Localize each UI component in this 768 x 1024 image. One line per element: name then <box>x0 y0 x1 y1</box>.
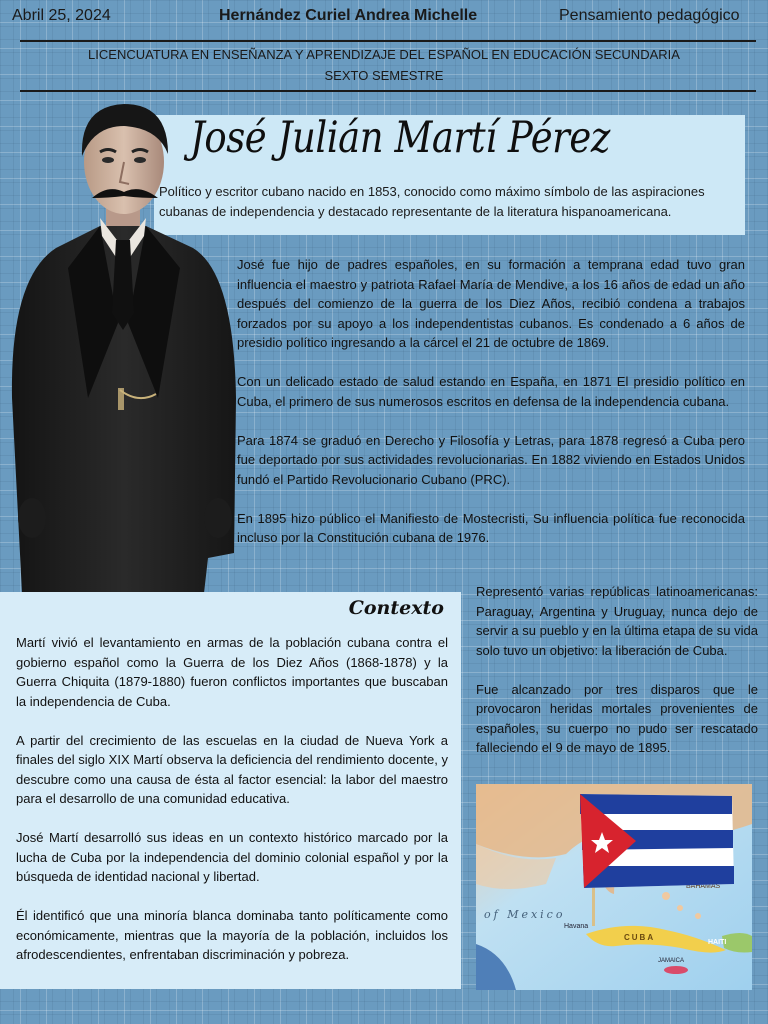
legacy-paragraph: Representó varias repúblicas latinoamericanas: Paraguay, Argentina y Uruguay, nunca dejo de servir a su pueblo y en la última etapa de su vida solo tuvo un objetivo: la liberación de Cuba. <box>476 584 758 658</box>
program-rule <box>20 90 756 92</box>
context-title: Contexto <box>348 597 444 619</box>
intro-text: Político y escritor cubano nacido en 1853, conocido como máximo símbolo de las aspiraciones cubanas de independencia y destacado representante de la literatura hispanoamericana. <box>159 184 705 219</box>
program-name: LICENCUATURA EN ENSEÑANZA Y APRENDIZAJE DEL ESPAÑOL EN EDUCACIÓN SECUNDARIA <box>88 47 680 62</box>
bio-paragraph: Con un delicado estado de salud estando en España, en 1871 El presidio político en Cuba, el primero de sus numerosos escritos en defensa de la independencia cubana. <box>237 374 745 409</box>
page-title: José Julián Martí Pérez <box>190 113 610 163</box>
context-paragraph: Martí vivió el levantamiento en armas de la población cubana contra el gobierno español como la Guerra de los Diez Años (1868-1878) y la Guerra Chiquita (1879-1880) fueron conflictos importantes que buscaban la independencia de Cuba. <box>16 635 448 709</box>
legacy-section <box>476 582 758 777</box>
context-section <box>16 633 448 984</box>
context-paragraph: Él identificó que una minoría blanca dominaba tanto políticamente como económicamente, mientras que la mayoría de la población, incluidos los afrodescendientes, enfrentaban discriminación y pobreza. <box>16 908 448 962</box>
map-label-gulf: of Mexico <box>484 908 566 921</box>
program-semester: SEXTO SEMESTRE <box>324 68 444 83</box>
map-label-jamaica: JAMAICA <box>658 958 685 964</box>
bio-paragraph: Para 1874 se graduó en Derecho y Filosofía y Letras, para 1878 regresó a Cuba pero fue deportado por sus actividades revolucionarias. En 1882 viviendo en Estados Unidos fundó el Partido Revolucionario Cubano (PRC). <box>237 432 745 487</box>
cuba-flag-map-image <box>476 784 752 990</box>
header-date: Abril 25, 2024 <box>12 7 111 24</box>
legacy-paragraph: Fue alcanzado por tres disparos que le provocaron heridas mortales provenientes de españoles, su cuerpo no pudo ser rescatado falleciendo el 9 de mayo de 1895. <box>476 681 758 755</box>
marti-portrait-image <box>8 98 240 594</box>
header-rule <box>20 40 756 42</box>
map-label-haiti: HAITI <box>708 939 727 946</box>
context-paragraph: A partir del crecimiento de las escuelas en la ciudad de Nueva York a finales del siglo XIX Martí observa la deficiencia del rendimiento docente, y descubre como una causa de ésta al factor esencial: la labor del maestro para el desarrollo de una comunidad educativa. <box>16 732 448 806</box>
header-author: Hernández Curiel Andrea Michelle <box>219 7 478 24</box>
map-label-havana: Havana <box>564 923 589 930</box>
cuba-flag-icon <box>580 794 734 888</box>
bio-paragraph: José fue hijo de padres españoles, en su formación a temprana edad tuvo gran influencia el maestro y patriota Rafael María de Mendive, a los 16 años de edad un año después del comienzo de la guerra de los Diez Años, recibió condena a trabajos forzados por su apoyo a los independentistas cubanos. Es condenado a 6 años de presidio político ingresando a la cárcel el 21 de octubre de 1869. <box>237 257 745 350</box>
bio-paragraph: En 1895 hizo público el Manifiesto de Mostecristi, Su influencia política fue reconocida incluso por la Constitución cubana de 1976. <box>237 510 745 545</box>
map-label-cuba: CUBA <box>624 933 656 942</box>
map-label-bahamas: BAHAMAS <box>686 883 721 890</box>
biography-section <box>237 255 745 567</box>
context-paragraph: José Martí desarrolló sus ideas en un contexto histórico marcado por la lucha de Cuba por la independencia del dominio colonial español y por la búsqueda de identidad nacional y libertad. <box>16 830 448 884</box>
header-subject: Pensamiento pedagógico <box>559 7 740 24</box>
